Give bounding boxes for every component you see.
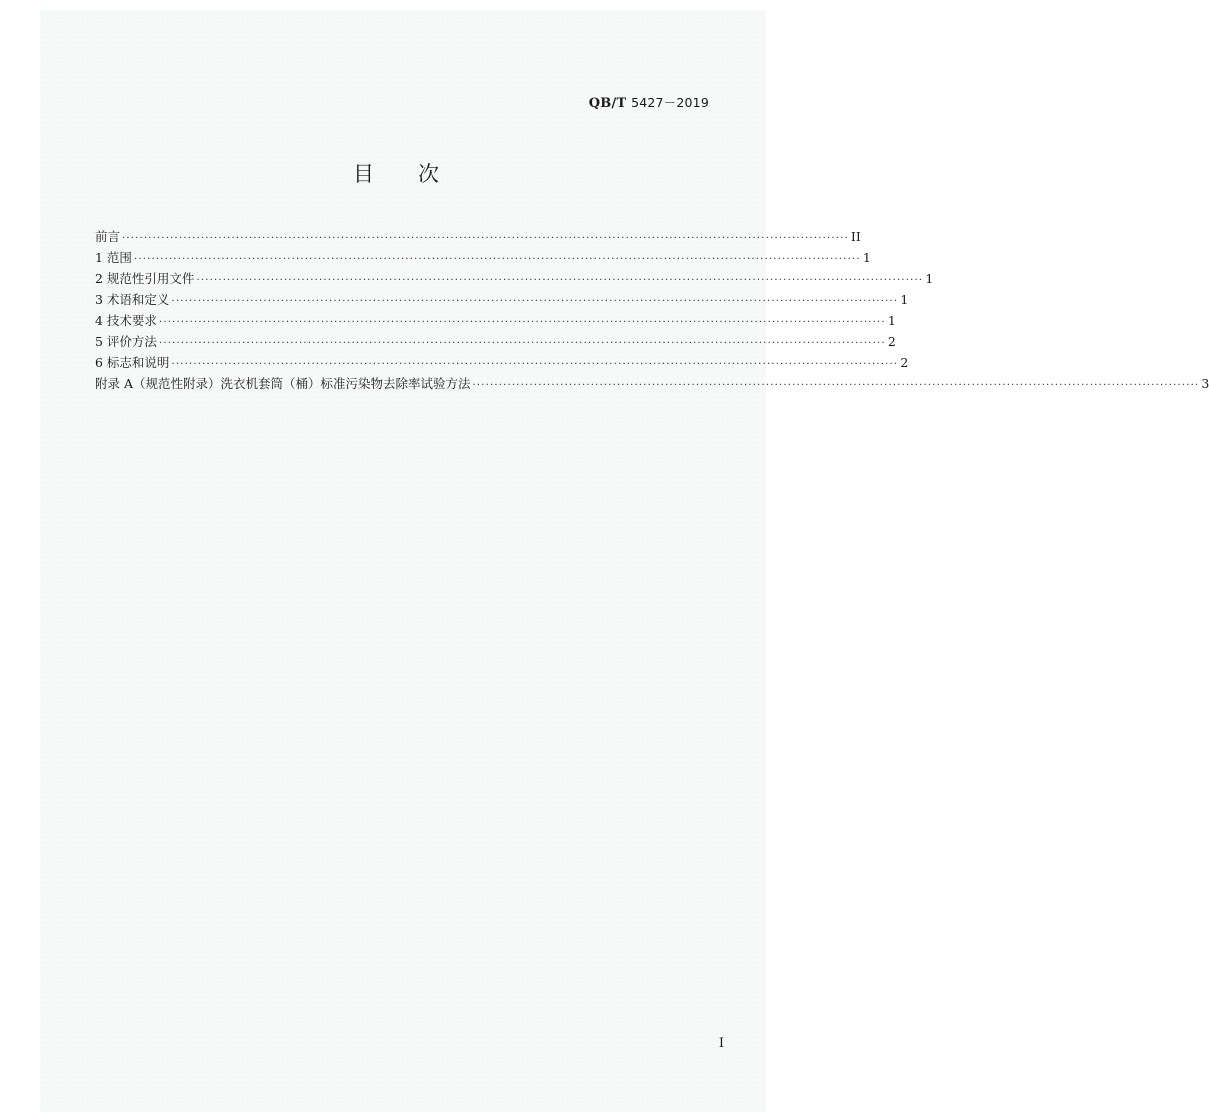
toc-entry-page: 1 (900, 292, 909, 307)
toc-entry-label: 3 术语和定义 (95, 292, 170, 307)
toc-entry-foreword[interactable] (95, 226, 861, 247)
toc-entry-scope[interactable] (95, 247, 871, 268)
toc-leader-dots: ······································································································································································ (196, 275, 924, 286)
standard-prefix: QB/T (588, 96, 627, 111)
table-of-contents (95, 226, 1209, 394)
toc-leader-dots: ······································································································································································ (472, 380, 1200, 391)
toc-leader-dots: ······································································································································································ (158, 317, 886, 328)
toc-entry-marking-instructions[interactable] (95, 352, 909, 373)
standard-number: 5427－2019 (631, 95, 709, 110)
standard-code (589, 93, 709, 111)
toc-leader-dots: ······································································································································································ (133, 254, 861, 265)
toc-entry-label: 4 技术要求 (95, 313, 157, 328)
toc-entry-label: 前言 (95, 229, 121, 244)
toc-entry-page: 2 (887, 334, 896, 349)
page-number: I (718, 1036, 724, 1051)
toc-entry-technical-requirements[interactable] (95, 310, 896, 331)
toc-entry-page: 2 (900, 355, 909, 370)
toc-entry-annex-a[interactable] (95, 373, 1209, 394)
toc-entry-page: 3 (1201, 376, 1209, 391)
toc-leader-dots: ······································································································································································ (122, 233, 849, 244)
toc-entry-label: 6 标志和说明 (95, 355, 170, 370)
toc-entry-label: 附录 A（规范性附录）洗衣机套筒（桶）标准污染物去除率试验方法 (95, 376, 471, 391)
toc-leader-dots: ······································································································································································ (158, 338, 886, 349)
toc-leader-dots: ······································································································································································ (171, 296, 899, 307)
toc-entry-label: 1 范围 (95, 250, 132, 265)
toc-entry-label: 5 评价方法 (95, 334, 157, 349)
toc-entry-normative-references[interactable] (95, 268, 934, 289)
page-title: 目次 (353, 162, 483, 186)
toc-entry-page: 1 (862, 250, 871, 265)
toc-entry-terms-definitions[interactable] (95, 289, 909, 310)
toc-entry-page: 1 (925, 271, 934, 286)
toc-entry-evaluation-methods[interactable] (95, 331, 896, 352)
toc-entry-label: 2 规范性引用文件 (95, 271, 195, 286)
toc-entry-page: 1 (887, 313, 896, 328)
toc-leader-dots: ······································································································································································ (171, 359, 899, 370)
toc-entry-page: II (850, 229, 861, 244)
